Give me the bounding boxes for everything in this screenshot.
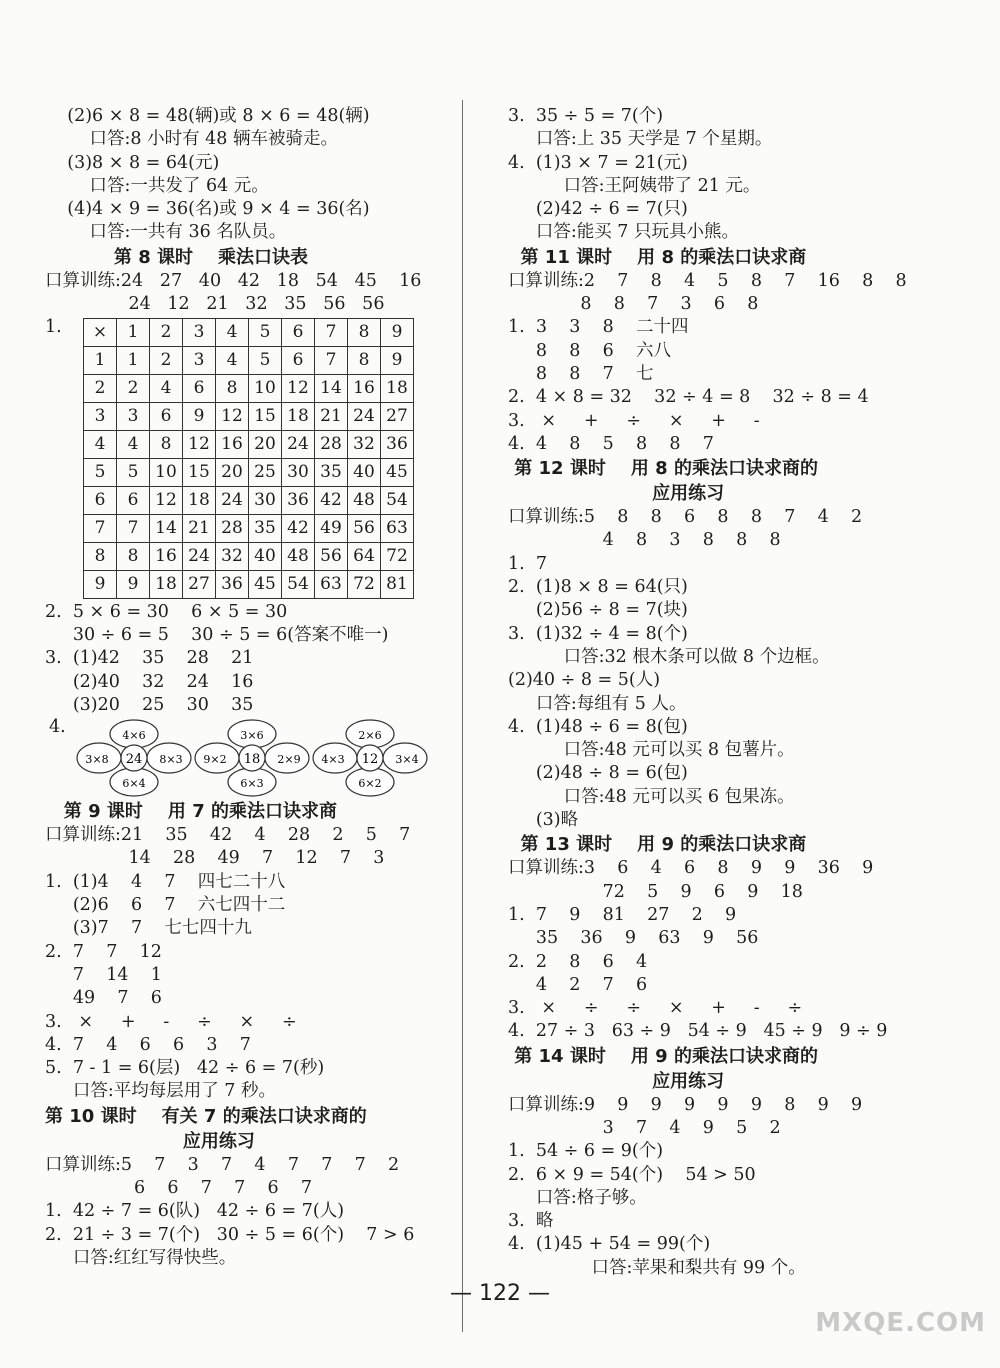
table-cell: 30 <box>282 458 315 486</box>
table-cell: 20 <box>249 430 282 458</box>
table-cell: 24 <box>348 402 381 430</box>
flower-label-left: 4×3 <box>321 753 345 767</box>
table-cell: 3 <box>183 318 216 346</box>
lesson12-title-2: 应用练习 <box>508 483 725 505</box>
table-cell: 6 <box>183 374 216 402</box>
q4-label: 4. <box>49 717 66 738</box>
text-line: 4. 7 4 6 6 3 7 <box>45 1034 251 1055</box>
text-line: 8 8 7 七 <box>508 363 654 384</box>
table-cell: 7 <box>315 346 348 374</box>
text-line: (2)48 ÷ 8 = 6(包) <box>508 763 688 784</box>
lesson11-title: 第 11 课时 用 8 的乘法口诀求商 <box>508 246 807 268</box>
table-cell: 8 <box>348 346 381 374</box>
table-cell: 12 <box>282 374 315 402</box>
table-cell: 63 <box>315 570 348 598</box>
flower-label-center: 12 <box>361 752 379 768</box>
text-line: 8 8 6 六八 <box>508 340 671 361</box>
flower-label-right: 3×4 <box>395 753 419 767</box>
table-cell: 18 <box>150 570 183 598</box>
table-cell: 27 <box>183 570 216 598</box>
text-line: 口算训练:2 7 8 4 5 8 7 16 8 8 <box>508 270 907 291</box>
text-line: 3. 略 <box>508 1211 554 1232</box>
text-line: (3)7 7 七七四十九 <box>45 918 252 939</box>
table-cell: 21 <box>315 402 348 430</box>
table-cell: 25 <box>249 458 282 486</box>
table-cell: 2 <box>84 374 117 402</box>
text-line: 4. (1)3 × 7 = 21(元) <box>508 152 688 173</box>
text-line: (2)6 × 8 = 48(辆)或 8 × 6 = 48(辆) <box>45 106 370 126</box>
table-cell: 12 <box>183 430 216 458</box>
text-line: 口答:上 35 天学是 7 个星期。 <box>508 129 773 150</box>
table-cell: 12 <box>150 486 183 514</box>
table-cell: 49 <box>315 514 348 542</box>
table-cell: 3 <box>183 346 216 374</box>
text-line: 口算训练:24 27 40 42 18 54 45 16 <box>45 270 422 291</box>
lesson8-title: 第 8 课时 乘法口诀表 <box>45 246 309 268</box>
text-line: 口答:48 元可以买 8 包薯片。 <box>508 740 795 761</box>
text-line: 3. (1)32 ÷ 4 = 8(个) <box>508 623 688 644</box>
flower-label-bottom: 6×4 <box>122 777 146 791</box>
text-line: 3. (1)42 35 28 21 <box>45 648 254 669</box>
text-line: 24 12 21 32 35 56 56 <box>45 294 385 315</box>
multiplication-table <box>83 318 414 599</box>
flower-label-right: 8×3 <box>159 753 183 767</box>
table-cell: 35 <box>315 458 348 486</box>
table-cell: 27 <box>381 402 414 430</box>
lesson13-title: 第 13 课时 用 9 的乘法口诀求商 <box>508 834 807 856</box>
table-row <box>84 570 414 598</box>
table-cell: 16 <box>348 374 381 402</box>
table-cell: 7 <box>315 318 348 346</box>
table-cell: 9 <box>381 346 414 374</box>
right-column <box>508 105 978 1280</box>
text-line: 3. × + - ÷ × ÷ <box>45 1011 297 1032</box>
text-line: 1. 7 <box>508 553 547 574</box>
table-cell: 5 <box>84 458 117 486</box>
text-line: 4 2 7 6 <box>508 974 648 995</box>
table-cell: 18 <box>282 402 315 430</box>
table-cell: 12 <box>216 402 249 430</box>
table-cell: 8 <box>84 542 117 570</box>
text-line: 4. (1)45 + 54 = 99(个) <box>508 1234 711 1255</box>
text-line: 口答:格子够。 <box>508 1187 647 1208</box>
table-row <box>84 458 414 486</box>
text-line: 口答:王阿姨带了 21 元。 <box>508 175 761 196</box>
text-line: 1. 7 9 81 27 2 9 <box>508 904 737 925</box>
flower-label-center: 18 <box>243 752 261 768</box>
table-cell: 5 <box>249 318 282 346</box>
text-line: 4. (1)48 ÷ 6 = 8(包) <box>508 716 688 737</box>
text-line: 口答:48 元可以买 6 包果冻。 <box>508 786 795 807</box>
text-line: 口答:能买 7 只玩具小熊。 <box>508 222 739 243</box>
text-line: 5. 7 - 1 = 6(层) 42 ÷ 6 = 7(秒) <box>45 1058 325 1079</box>
table-row <box>84 514 414 542</box>
text-line: 35 36 9 63 9 56 <box>508 928 759 949</box>
table-cell: 6 <box>117 486 150 514</box>
table-cell: 35 <box>249 514 282 542</box>
table-cell: 72 <box>381 542 414 570</box>
table-row <box>84 318 414 346</box>
text-line: (2)6 6 7 六七四十二 <box>45 895 286 916</box>
text-line: (3)略 <box>508 810 579 831</box>
table-cell: 9 <box>84 570 117 598</box>
table-cell: 6 <box>84 486 117 514</box>
flower-label-right: 2×9 <box>277 753 301 767</box>
table-cell: 10 <box>249 374 282 402</box>
lesson13-lines <box>508 857 978 1043</box>
text-line: 4. 4 8 5 8 8 7 <box>508 433 714 454</box>
table-cell: 42 <box>282 514 315 542</box>
watermark-logo: MXQE.COM <box>815 1308 986 1338</box>
table-cell: 7 <box>84 514 117 542</box>
table-cell: 28 <box>315 430 348 458</box>
table-cell: 48 <box>282 542 315 570</box>
lesson11-lines <box>508 270 978 456</box>
text-line: 口答:一共发了 64 元。 <box>45 175 269 196</box>
text-line: (2)42 ÷ 6 = 7(只) <box>508 199 688 220</box>
flower-label-left: 3×8 <box>85 753 109 767</box>
text-line: 1. 42 ÷ 7 = 6(队) 42 ÷ 6 = 7(人) <box>45 1201 345 1222</box>
flower-label-bottom: 6×3 <box>240 777 264 791</box>
table-cell: 14 <box>315 374 348 402</box>
text-line: 2. 7 7 12 <box>45 941 162 962</box>
after-table-lines <box>45 601 450 717</box>
text-line: (2)56 ÷ 8 = 7(块) <box>508 600 688 621</box>
text-line: 2. 4 × 8 = 32 32 ÷ 4 = 8 32 ÷ 8 = 4 <box>508 387 869 408</box>
table-cell: 64 <box>348 542 381 570</box>
table-cell: 4 <box>216 346 249 374</box>
table-cell: 24 <box>282 430 315 458</box>
table-cell: × <box>84 318 117 346</box>
text-line: 3. × ÷ ÷ × + - ÷ <box>508 998 803 1019</box>
table-row <box>84 486 414 514</box>
table-cell: 8 <box>150 430 183 458</box>
flower-diagram <box>311 717 429 799</box>
table-cell: 4 <box>150 374 183 402</box>
table-cell: 8 <box>348 318 381 346</box>
table-cell: 63 <box>381 514 414 542</box>
flower-label-top: 4×6 <box>122 729 146 743</box>
table-cell: 32 <box>348 430 381 458</box>
left-top-lines <box>45 105 450 245</box>
text-line: 口答:32 根木条可以做 8 个边框。 <box>508 646 830 667</box>
table-cell: 20 <box>216 458 249 486</box>
table-cell: 42 <box>315 486 348 514</box>
text-line: 2. 2 8 6 4 <box>508 951 648 972</box>
table-cell: 54 <box>381 486 414 514</box>
table-cell: 56 <box>348 514 381 542</box>
table-cell: 7 <box>117 514 150 542</box>
table-cell: 45 <box>249 570 282 598</box>
table-cell: 10 <box>150 458 183 486</box>
lesson8-lines <box>45 270 450 317</box>
text-line: (4)4 × 9 = 36(名)或 9 × 4 = 36(名) <box>45 199 370 220</box>
text-line: 口答:苹果和梨共有 99 个。 <box>508 1257 806 1278</box>
text-line: 72 5 9 6 9 18 <box>508 881 803 902</box>
text-line: 4 8 3 8 8 8 <box>508 530 781 551</box>
table-cell: 16 <box>150 542 183 570</box>
text-line: 1. 3 3 8 二十四 <box>508 317 689 338</box>
table-cell: 4 <box>84 430 117 458</box>
table-cell: 1 <box>84 346 117 374</box>
table-cell: 16 <box>216 430 249 458</box>
text-line: 3. 35 ÷ 5 = 7(个) <box>508 106 664 126</box>
table-cell: 6 <box>150 402 183 430</box>
flower-svg <box>75 717 193 799</box>
table-cell: 9 <box>117 570 150 598</box>
flower-label-left: 9×2 <box>203 753 227 767</box>
table-row <box>84 402 414 430</box>
lesson12-lines <box>508 506 978 832</box>
text-line: 口答:每组有 5 人。 <box>508 693 687 714</box>
flower-label-top: 3×6 <box>240 729 264 743</box>
text-line: (3)20 25 30 35 <box>45 694 254 715</box>
text-line: 口算训练:3 6 4 6 8 9 9 36 9 <box>508 858 874 879</box>
table-cell: 30 <box>249 486 282 514</box>
text-line: 口答:红红写得快些。 <box>45 1247 237 1268</box>
lesson9-lines <box>45 824 450 1104</box>
table-cell: 8 <box>117 542 150 570</box>
flower-diagram <box>193 717 311 799</box>
text-line: 口算训练:9 9 9 9 9 9 8 9 9 <box>508 1094 863 1115</box>
text-line: 2. 6 × 9 = 54(个) 54 > 50 <box>508 1164 756 1185</box>
flower-diagram <box>75 717 193 799</box>
lesson14-lines <box>508 1094 978 1280</box>
table-cell: 56 <box>315 542 348 570</box>
table-cell: 15 <box>249 402 282 430</box>
text-line: 2. 5 × 6 = 30 6 × 5 = 30 <box>45 601 288 622</box>
text-line: 口答:8 小时有 48 辆车被骑走。 <box>45 129 338 150</box>
table-cell: 40 <box>249 542 282 570</box>
text-line: 3. × + ÷ × + - <box>508 410 760 431</box>
lesson14-title-2: 应用练习 <box>508 1070 725 1092</box>
text-line: (2)40 ÷ 8 = 5(人) <box>508 670 661 691</box>
lesson10-title: 第 10 课时 有关 7 的乘法口诀求商的 <box>45 1105 367 1127</box>
text-line: (3)8 × 8 = 64(元) <box>45 152 220 173</box>
table-cell: 24 <box>216 486 249 514</box>
text-line: 14 28 49 7 12 7 3 <box>45 848 385 869</box>
text-line: 口算训练:5 7 3 7 4 7 7 7 2 <box>45 1154 400 1175</box>
text-line: 49 7 6 <box>45 988 162 1009</box>
table-row <box>84 346 414 374</box>
table-cell: 45 <box>381 458 414 486</box>
column-divider <box>462 100 463 1332</box>
text-line: 口算训练:21 35 42 4 28 2 5 7 <box>45 825 411 846</box>
text-line: 30 ÷ 6 = 5 30 ÷ 5 = 6(答案不唯一) <box>45 624 389 645</box>
table-cell: 2 <box>150 318 183 346</box>
table-cell: 28 <box>216 514 249 542</box>
table-cell: 36 <box>216 570 249 598</box>
text-line: 7 14 1 <box>45 964 162 985</box>
table-cell: 48 <box>348 486 381 514</box>
table-cell: 2 <box>117 374 150 402</box>
table-cell: 18 <box>183 486 216 514</box>
q1-label: 1. <box>45 317 62 338</box>
flower-label-top: 2×6 <box>358 729 382 743</box>
table-cell: 8 <box>216 374 249 402</box>
table-cell: 4 <box>117 430 150 458</box>
table-cell: 18 <box>381 374 414 402</box>
table-cell: 3 <box>84 402 117 430</box>
table-cell: 36 <box>381 430 414 458</box>
table-cell: 4 <box>216 318 249 346</box>
table-cell: 81 <box>381 570 414 598</box>
text-line: 2. (1)8 × 8 = 64(只) <box>508 577 688 598</box>
table-cell: 72 <box>348 570 381 598</box>
flower-svg <box>193 717 311 799</box>
text-line: 4. 27 ÷ 3 63 ÷ 9 54 ÷ 9 45 ÷ 9 9 ÷ 9 <box>508 1021 888 1042</box>
text-line: (2)40 32 24 16 <box>45 671 254 692</box>
lesson9-title: 第 9 课时 用 7 的乘法口诀求商 <box>45 801 337 823</box>
table-cell: 9 <box>183 402 216 430</box>
table-cell: 21 <box>183 514 216 542</box>
table-cell: 54 <box>282 570 315 598</box>
table-cell: 1 <box>117 346 150 374</box>
table-cell: 2 <box>150 346 183 374</box>
table-cell: 15 <box>183 458 216 486</box>
table-cell: 40 <box>348 458 381 486</box>
flower-diagrams <box>45 717 450 799</box>
table-cell: 5 <box>249 346 282 374</box>
right-top-lines <box>508 105 978 245</box>
table-cell: 14 <box>150 514 183 542</box>
text-line: 3 7 4 9 5 2 <box>508 1117 781 1138</box>
lesson14-title: 第 14 课时 用 9 的乘法口诀求商的 <box>508 1045 818 1067</box>
text-line: 口算训练:5 8 8 6 8 8 7 4 2 <box>508 507 863 528</box>
lesson10-title-2: 应用练习 <box>45 1130 255 1152</box>
page-number: — 122 — <box>450 1281 550 1306</box>
table-cell: 32 <box>216 542 249 570</box>
table-cell: 24 <box>183 542 216 570</box>
table-row <box>84 542 414 570</box>
text-line: 2. 21 ÷ 3 = 7(个) 30 ÷ 5 = 6(个) 7 > 6 <box>45 1224 415 1245</box>
text-line: 口答:一共有 36 名队员。 <box>45 222 287 243</box>
left-column <box>45 105 450 1270</box>
flower-label-bottom: 6×2 <box>358 777 382 791</box>
table-cell: 6 <box>282 346 315 374</box>
table-cell: 36 <box>282 486 315 514</box>
table-cell: 5 <box>117 458 150 486</box>
flower-svg <box>311 717 429 799</box>
table-row <box>84 374 414 402</box>
text-line: 1. 54 ÷ 6 = 9(个) <box>508 1141 664 1162</box>
text-line: 6 6 7 7 6 7 <box>45 1178 313 1199</box>
text-line: 口答:平均每层用了 7 秒。 <box>45 1081 276 1102</box>
lesson12-title: 第 12 课时 用 8 的乘法口诀求商的 <box>508 458 818 480</box>
table-cell: 9 <box>381 318 414 346</box>
table-cell: 1 <box>117 318 150 346</box>
table-cell: 6 <box>282 318 315 346</box>
table-cell: 3 <box>117 402 150 430</box>
text-line: 8 8 7 3 6 8 <box>508 294 759 315</box>
lesson10-lines <box>45 1154 450 1270</box>
flower-label-center: 24 <box>125 752 143 768</box>
text-line: 1. (1)4 4 7 四七二十八 <box>45 871 286 892</box>
table-row <box>84 430 414 458</box>
